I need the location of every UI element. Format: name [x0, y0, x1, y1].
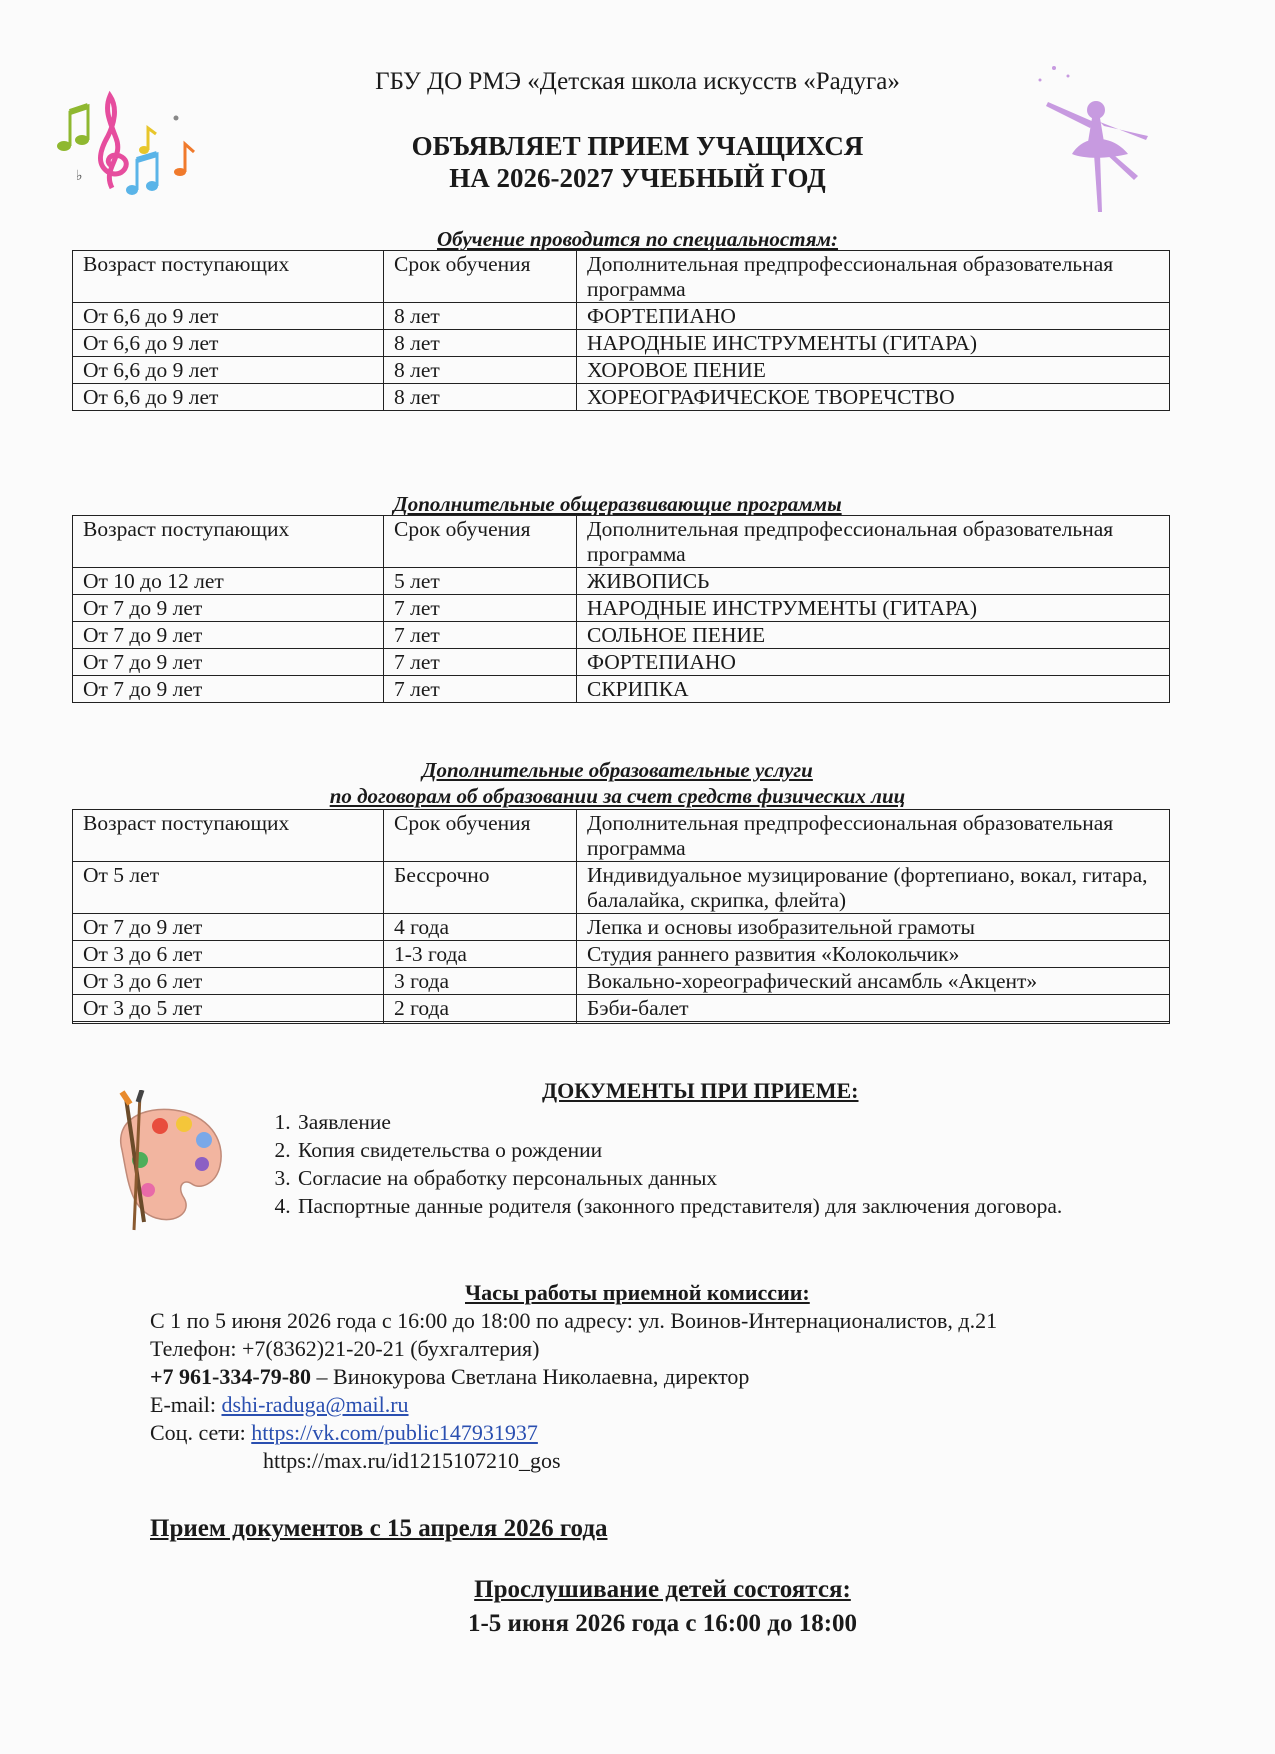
director-phone[interactable]: +7 961-334-79-80	[150, 1364, 312, 1389]
table-row	[73, 862, 1170, 914]
cell-age: От 7 до 9 лет	[73, 649, 384, 676]
paint-palette-icon	[104, 1090, 234, 1235]
table-row	[73, 914, 1170, 941]
table-row	[73, 568, 1170, 595]
header-term: Срок обучения	[384, 251, 577, 303]
header-program: Дополнительная предпрофессиональная образовательная программа	[577, 810, 1170, 862]
cell-program: Вокально-хореографический ансамбль «Акцент»	[577, 968, 1170, 995]
cell-age: От 7 до 9 лет	[73, 622, 384, 649]
table-row	[73, 941, 1170, 968]
cell-age: От 6,6 до 9 лет	[73, 330, 384, 357]
email-line	[150, 1391, 409, 1419]
header-term: Срок обучения	[384, 810, 577, 862]
documents-list	[276, 1108, 1156, 1220]
cell-term: 8 лет	[384, 303, 577, 330]
table-header-row	[73, 516, 1170, 568]
cell-program: Студия раннего развития «Колокольчик»	[577, 941, 1170, 968]
documents-title: ДОКУМЕНТЫ ПРИ ПРИЕМЕ:	[542, 1078, 859, 1103]
list-item: 3. Согласие на обработку персональных данных	[296, 1164, 1156, 1192]
cell-age: От 10 до 12 лет	[73, 568, 384, 595]
table-row	[73, 357, 1170, 384]
section-3-title	[0, 757, 1255, 809]
cell-age: От 6,6 до 9 лет	[73, 357, 384, 384]
vk-link[interactable]: https://vk.com/public147931937	[251, 1420, 538, 1445]
max-link[interactable]: https://max.ru/id1215107210_gos	[263, 1448, 561, 1473]
cell-age: От 7 до 9 лет	[73, 676, 384, 703]
cell-term: 7 лет	[384, 676, 577, 703]
title-line-2: НА 2026-2027 УЧЕБНЫЙ ГОД	[449, 163, 826, 193]
cell-term: 1-3 года	[384, 941, 577, 968]
table-row	[73, 330, 1170, 357]
hours-schedule: С 1 по 5 июня 2026 года с 16:00 до 18:00 по адресу: ул. Воинов-Интернационалистов, д.21	[150, 1308, 998, 1333]
cell-program: ХОРОВОЕ ПЕНИЕ	[577, 357, 1170, 384]
director-line	[150, 1363, 749, 1391]
audition-title: Прослушивание детей состоятся:	[474, 1576, 851, 1603]
svg-text:♭: ♭	[76, 168, 83, 184]
email-label: E-mail:	[150, 1392, 222, 1417]
section-1-title: Обучение проводится по специальностям:	[436, 227, 839, 251]
table-row	[73, 303, 1170, 330]
cell-age: От 6,6 до 9 лет	[73, 384, 384, 411]
cell-term: 7 лет	[384, 649, 577, 676]
cell-program: НАРОДНЫЕ ИНСТРУМЕНТЫ (ГИТАРА)	[577, 330, 1170, 357]
cell-program: СОЛЬНОЕ ПЕНИЕ	[577, 622, 1170, 649]
cell-term: 7 лет	[384, 622, 577, 649]
director-name: – Винокурова Светлана Николаевна, директор	[311, 1364, 750, 1389]
audition-date: 1-5 июня 2026 года с 16:00 до 18:00	[467, 1610, 858, 1637]
cell-term: Бессрочно	[384, 862, 577, 914]
list-item: 2. Копия свидетельства о рождении	[296, 1136, 1156, 1164]
cell-age: От 3 до 6 лет	[73, 968, 384, 995]
table-row	[73, 622, 1170, 649]
table-row	[73, 676, 1170, 703]
cell-age: От 5 лет	[73, 862, 384, 914]
section-3-title-line-2: по договорам об образовании за счет средств физических лиц	[329, 784, 906, 808]
header-age: Возраст поступающих	[73, 810, 384, 862]
cell-age: От 6,6 до 9 лет	[73, 303, 384, 330]
section-2-table	[72, 515, 1170, 703]
section-3-title-line-1: Дополнительные образовательные услуги	[422, 758, 813, 782]
cell-term: 5 лет	[384, 568, 577, 595]
phone-line: Телефон: +7(8362)21-20-21 (бухгалтерия)	[150, 1336, 540, 1361]
table-row	[73, 595, 1170, 622]
cell-age: От 3 до 5 лет	[73, 995, 384, 1022]
hours-title: Часы работы приемной комиссии:	[465, 1280, 810, 1305]
section-2-title: Дополнительные общеразвивающие программы	[393, 492, 842, 516]
header-age: Возраст поступающих	[73, 516, 384, 568]
table-row	[73, 968, 1170, 995]
organization-name: ГБУ ДО РМЭ «Детская школа искусств «Радуга»	[375, 68, 900, 95]
cell-term: 4 года	[384, 914, 577, 941]
cell-program: ФОРТЕПИАНО	[577, 303, 1170, 330]
cell-term: 2 года	[384, 995, 577, 1022]
cell-age: От 3 до 6 лет	[73, 941, 384, 968]
cell-term: 7 лет	[384, 595, 577, 622]
table-row	[73, 995, 1170, 1022]
cell-program: Индивидуальное музицирование (фортепиано, вокал, гитара, балалайка, скрипка, флейта)	[577, 862, 1170, 914]
title-line-1: ОБЪЯВЛЯЕТ ПРИЕМ УЧАЩИХСЯ	[411, 131, 864, 161]
table-row	[73, 649, 1170, 676]
table-row	[73, 1022, 1170, 1024]
header-program: Дополнительная предпрофессиональная образовательная программа	[577, 251, 1170, 303]
section-1-table	[72, 250, 1170, 411]
cell-program: ФОРТЕПИАНО	[577, 649, 1170, 676]
list-item: 4. Паспортные данные родителя (законного представителя) для заключения договора.	[296, 1192, 1156, 1220]
list-item: 1. Заявление	[296, 1108, 1156, 1136]
cell-term	[384, 1022, 577, 1024]
cell-term: 8 лет	[384, 357, 577, 384]
cell-term: 8 лет	[384, 384, 577, 411]
section-3-table	[72, 809, 1170, 1024]
cell-term: 3 года	[384, 968, 577, 995]
cell-age	[73, 1022, 384, 1024]
social-label: Соц. сети:	[150, 1420, 252, 1445]
email-link[interactable]: dshi-raduga@mail.ru	[221, 1392, 409, 1417]
cell-age: От 7 до 9 лет	[73, 914, 384, 941]
header-program: Дополнительная предпрофессиональная образовательная программа	[577, 516, 1170, 568]
cell-program: Бэби-балет	[577, 995, 1170, 1022]
cell-term: 8 лет	[384, 330, 577, 357]
cell-program: НАРОДНЫЕ ИНСТРУМЕНТЫ (ГИТАРА)	[577, 595, 1170, 622]
cell-age: От 7 до 9 лет	[73, 595, 384, 622]
page-title	[0, 130, 1275, 194]
table-header-row	[73, 810, 1170, 862]
header-term: Срок обучения	[384, 516, 577, 568]
cell-program: ХОРЕОГРАФИЧЕСКОЕ ТВОРЕЧСТВО	[577, 384, 1170, 411]
acceptance-date: Прием документов с 15 апреля 2026 года	[150, 1515, 608, 1542]
cell-program	[577, 1022, 1170, 1024]
table-row	[73, 384, 1170, 411]
header-age: Возраст поступающих	[73, 251, 384, 303]
cell-program: СКРИПКА	[577, 676, 1170, 703]
cell-program: ЖИВОПИСЬ	[577, 568, 1170, 595]
cell-program: Лепка и основы изобразительной грамоты	[577, 914, 1170, 941]
social-line	[150, 1419, 538, 1447]
table-header-row	[73, 251, 1170, 303]
